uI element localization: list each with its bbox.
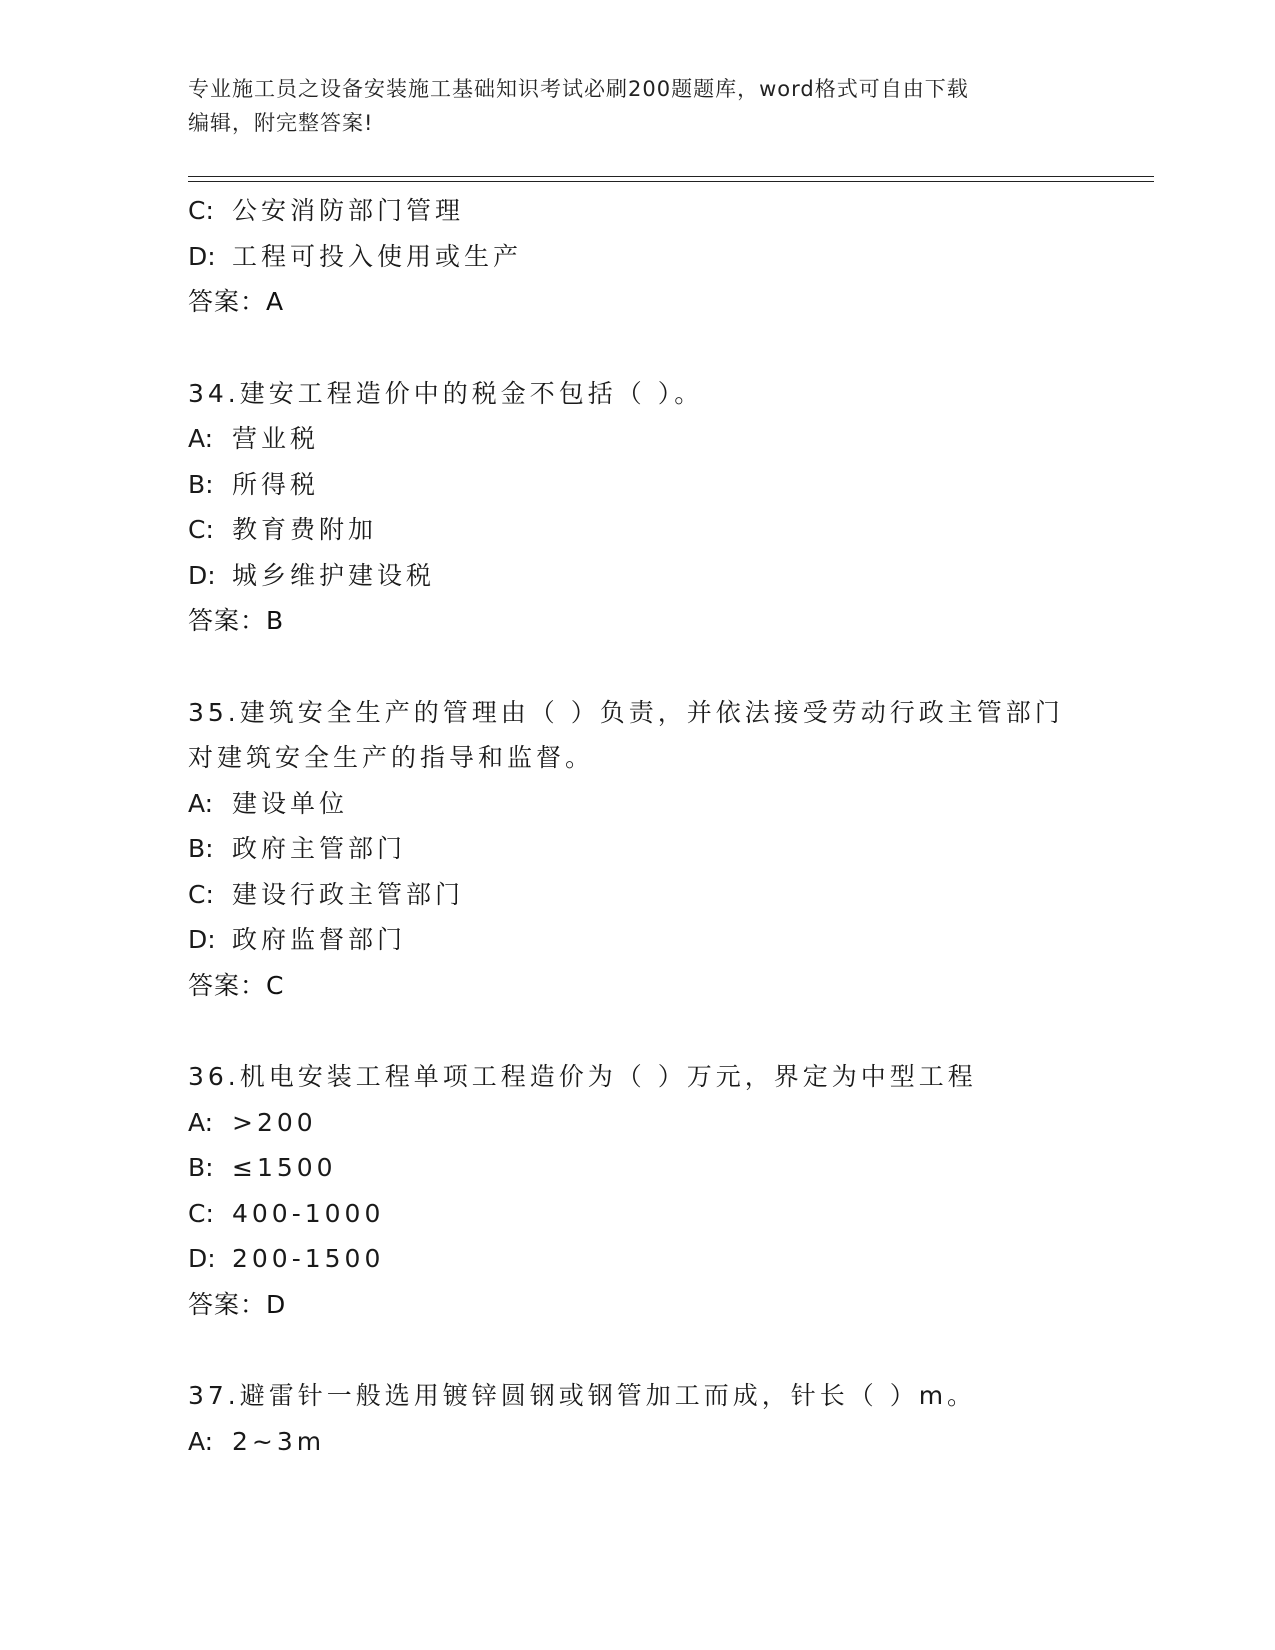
option-text: 政府监督部门 <box>232 925 407 954</box>
question-text: 37.避雷针一般选用镀锌圆钢或钢管加工而成，针长（ ）m。 <box>188 1381 977 1410</box>
spacer <box>188 1327 1148 1373</box>
option-key: C: <box>188 879 214 909</box>
option-key: C: <box>188 1198 214 1228</box>
option-key: A: <box>188 424 214 453</box>
question-block-37 <box>188 1373 1148 1464</box>
option-key: B: <box>188 1153 214 1182</box>
option-text: 工程可投入使用或生产 <box>232 241 523 271</box>
option-key: A: <box>188 788 214 818</box>
option-text: >200 <box>232 1107 317 1137</box>
option-key: D: <box>188 241 216 271</box>
header-line-1: 专业施工员之设备安装施工基础知识考试必刷200题题库，word格式可自由下载 <box>188 77 969 101</box>
option-b <box>188 826 1148 872</box>
question-block-prev <box>188 188 1148 325</box>
option-text: 公安消防部门管理 <box>232 196 465 225</box>
option-text: 城乡维护建设税 <box>232 560 436 590</box>
question-block-34 <box>188 371 1148 644</box>
option-key: A: <box>188 1107 214 1137</box>
option-text: 建设单位 <box>232 788 349 818</box>
option-text: 建设行政主管部门 <box>232 879 465 909</box>
option-text: 所得税 <box>232 469 320 499</box>
option-text: 政府主管部门 <box>232 834 407 863</box>
option-key: B: <box>188 469 214 499</box>
header-divider-bottom <box>188 181 1154 182</box>
option-d <box>188 917 1148 963</box>
document-header <box>188 72 1088 140</box>
option-d <box>188 234 1148 280</box>
option-c <box>188 872 1148 918</box>
question-text: 35.建筑安全生产的管理由（ ）负责，并依法接受劳动行政主管部门 <box>188 697 1064 727</box>
header-divider-top <box>188 176 1154 177</box>
option-key: D: <box>188 1244 216 1273</box>
spacer <box>188 644 1148 690</box>
answer-line: 答案：C <box>188 970 285 1000</box>
question-text: 36.机电安装工程单项工程造价为（ ）万元，界定为中型工程 <box>188 1062 977 1091</box>
option-b <box>188 1145 1148 1191</box>
option-c <box>188 507 1148 553</box>
option-text: 400-1000 <box>232 1198 385 1228</box>
option-key: C: <box>188 196 214 225</box>
header-line-2: 编辑，附完整答案! <box>188 111 374 135</box>
option-c <box>188 188 1148 234</box>
option-text: 200-1500 <box>232 1244 385 1273</box>
question-block-36 <box>188 1054 1148 1327</box>
option-d <box>188 553 1148 599</box>
spacer <box>188 325 1148 371</box>
question-list <box>188 188 1148 1464</box>
answer-line: 答案：A <box>188 287 285 316</box>
question-text: 34.建安工程造价中的税金不包括（ ）。 <box>188 378 704 408</box>
option-key: C: <box>188 515 214 544</box>
option-key: D: <box>188 925 216 954</box>
option-b <box>188 462 1148 508</box>
question-text-continued: 对建筑安全生产的指导和监督。 <box>188 743 595 772</box>
option-text: 营业税 <box>232 424 320 453</box>
option-key: D: <box>188 560 216 590</box>
option-a <box>188 781 1148 827</box>
option-key: A: <box>188 1426 214 1456</box>
answer-line: 答案：D <box>188 1289 287 1319</box>
option-text: ≤1500 <box>232 1153 337 1182</box>
option-text: 教育费附加 <box>232 515 378 544</box>
spacer <box>188 1008 1148 1054</box>
question-block-35 <box>188 690 1148 1009</box>
answer-line: 答案：B <box>188 606 285 635</box>
option-a <box>188 1100 1148 1146</box>
option-text: 2~3m <box>232 1426 326 1456</box>
option-a <box>188 1419 1148 1465</box>
option-a <box>188 416 1148 462</box>
option-d <box>188 1236 1148 1282</box>
option-key: B: <box>188 834 214 863</box>
option-c <box>188 1191 1148 1237</box>
